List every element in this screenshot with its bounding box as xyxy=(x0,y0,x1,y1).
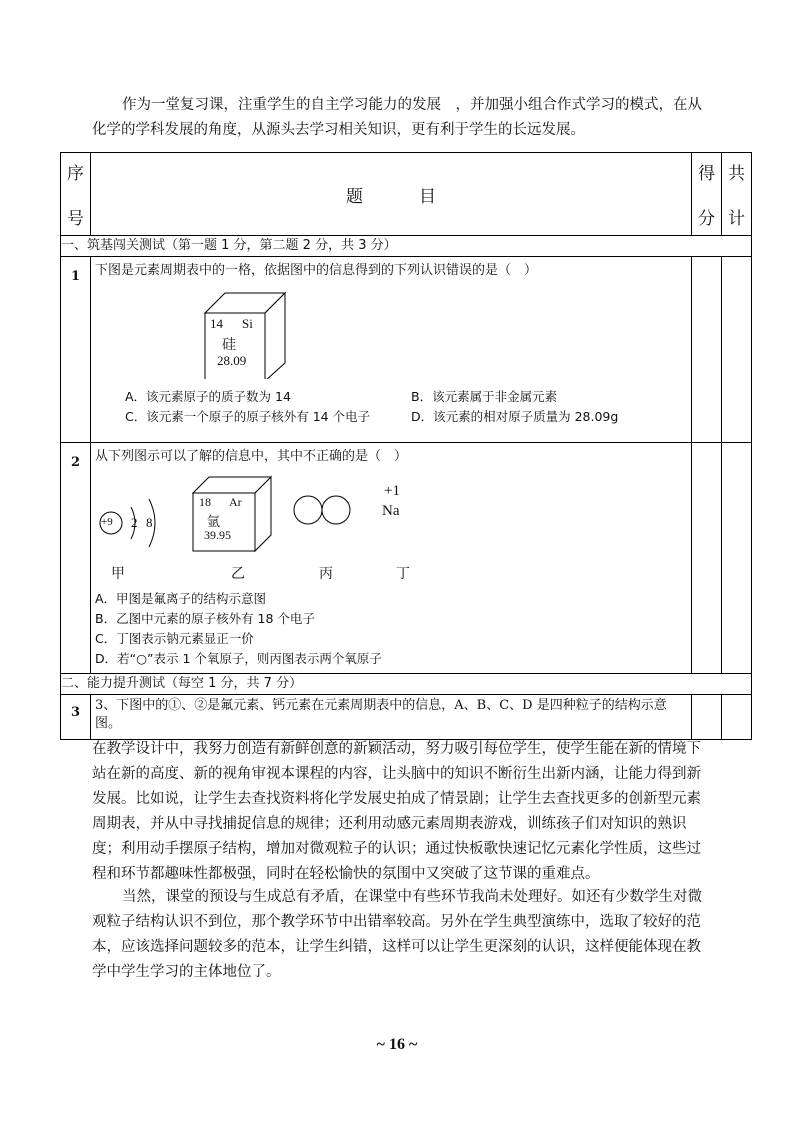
atom-shell-1: 2 xyxy=(131,515,138,530)
sodium-charge: +1 xyxy=(384,483,400,499)
q1-option-b: B．该元素属于非金属元素 xyxy=(411,389,558,404)
q1-option-d: D．该元素的相对原子质量为 28.09g xyxy=(411,409,619,424)
question-2-body xyxy=(91,443,692,674)
q2-option-a: A．甲图是氟离子的结构示意图 xyxy=(95,591,267,606)
question-1-score xyxy=(692,257,722,443)
intro-paragraph: 作为一堂复习课，注重学生的自主学习能力的发展 ，并加强小组合作式学习的模式，在从化学的学科发展的角度，从源头去学习相关知识，更有利于学生的长远发展。 xyxy=(92,97,702,138)
silicon-name: 硅 xyxy=(222,338,236,353)
question-2-total xyxy=(722,443,752,674)
argon-mass: 39.95 xyxy=(204,528,231,542)
q2-option-c: C．丁图表示钠元素显正一价 xyxy=(95,631,254,646)
question-3-text: 3、下图中的①、②是氟元素、钙元素在元素周期表中的信息，A、B、C、D 是四种粒子的结构示意图。 xyxy=(91,695,692,740)
question-1-row xyxy=(61,257,752,443)
question-table xyxy=(60,152,752,740)
sodium-symbol: Na xyxy=(382,503,400,519)
question-2-text: 从下列图示可以了解的信息中，其中不正确的是（ ） xyxy=(95,449,408,464)
reflection-paragraph: 当然，课堂的预设与生成总有矛盾，在课堂中有些环节我尚未处理好。如还有少数学生对微观粒子结构认识不到位，那个教学环节中出错率较高。另外在学生典型演练中，选取了较好的范本，应该选择问题较多的范本，让学生纠错，这样可以让学生更深刻的认识，这样便能体现在教学中学生学习的主体地位了。 xyxy=(92,889,702,980)
question-2-row xyxy=(61,443,752,674)
question-1-number: 1 xyxy=(61,257,91,443)
argon-cell-cube xyxy=(189,473,279,555)
question-1-text: 下图是元素周期表中的一格，依据图中的信息得到的下列认识错误的是（ ） xyxy=(95,263,538,278)
question-3-row xyxy=(61,695,752,740)
design-paragraph: 在教学设计中，我努力创造有新鲜创意的新颖活动，努力吸引每位学生，使学生能在新的情境下站在新的高度、新的视角审视本课程的内容，让头脑中的知识不断衍生出新内涵，让能力得到新发展。比如说，让学生去查找资料将化学发展史拍成了情景剧；让学生去查找更多的创新型元素周期表，并从中寻找捕捉信息的规律；还利用动感元素周期表游戏，训练孩子们对知识的熟识度；利用动手摆原子结构，增加对微观粒子的认识；通过快板歌快速记忆元素化学性质，这些过程和环节都趣味性都极强，同时在轻松愉快的氛围中又突破了这节课的重难点。 xyxy=(92,741,701,882)
header-total: 共 计 xyxy=(728,164,745,229)
argon-name: 氩 xyxy=(207,514,221,529)
q1-option-a: A．该元素原子的质子数为 14 xyxy=(125,389,291,404)
page-number: ~ 16 ~ xyxy=(376,1036,418,1053)
silicon-number: 14 xyxy=(210,316,223,331)
silicon-mass: 28.09 xyxy=(217,353,247,368)
question-1-body xyxy=(91,257,692,443)
question-1-total xyxy=(722,257,752,443)
two-oxygen-atoms-diagram xyxy=(291,493,355,527)
header-score: 得 分 xyxy=(698,164,715,229)
question-2-score xyxy=(692,443,722,674)
label-jia: 甲 xyxy=(111,567,125,582)
question-3-score xyxy=(692,695,722,740)
q1-option-c: C．该元素一个原子的原子核外有 14 个电子 xyxy=(125,409,371,424)
header-title: 题 目 xyxy=(346,186,436,207)
question-3-number: 3 xyxy=(61,695,91,740)
atom-nucleus: +9 xyxy=(101,516,113,528)
section-2-title: 二、能力提升测试（每空 1 分，共 7 分） xyxy=(61,674,752,695)
argon-symbol: Ar xyxy=(229,495,242,509)
label-bing: 丙 xyxy=(319,567,333,582)
header-seq: 序 号 xyxy=(67,164,84,229)
atom-shell-2: 8 xyxy=(146,515,153,530)
question-3-total xyxy=(722,695,752,740)
section-1-row xyxy=(61,236,752,257)
section-1-title: 一、筑基闯关测试（第一题 1 分，第二题 2 分，共 3 分） xyxy=(61,236,752,257)
section-2-row xyxy=(61,674,752,695)
q2-option-d: D．若“○”表示 1 个氧原子，则丙图表示两个氧原子 xyxy=(95,651,382,666)
silicon-symbol: Si xyxy=(242,316,253,331)
argon-number: 18 xyxy=(199,495,211,509)
q2-option-b: B．乙图中元素的原子核外有 18 个电子 xyxy=(95,611,315,626)
label-yi: 乙 xyxy=(231,567,245,582)
label-ding: 丁 xyxy=(396,567,410,582)
table-header-row xyxy=(61,153,752,236)
question-2-number: 2 xyxy=(61,443,91,674)
